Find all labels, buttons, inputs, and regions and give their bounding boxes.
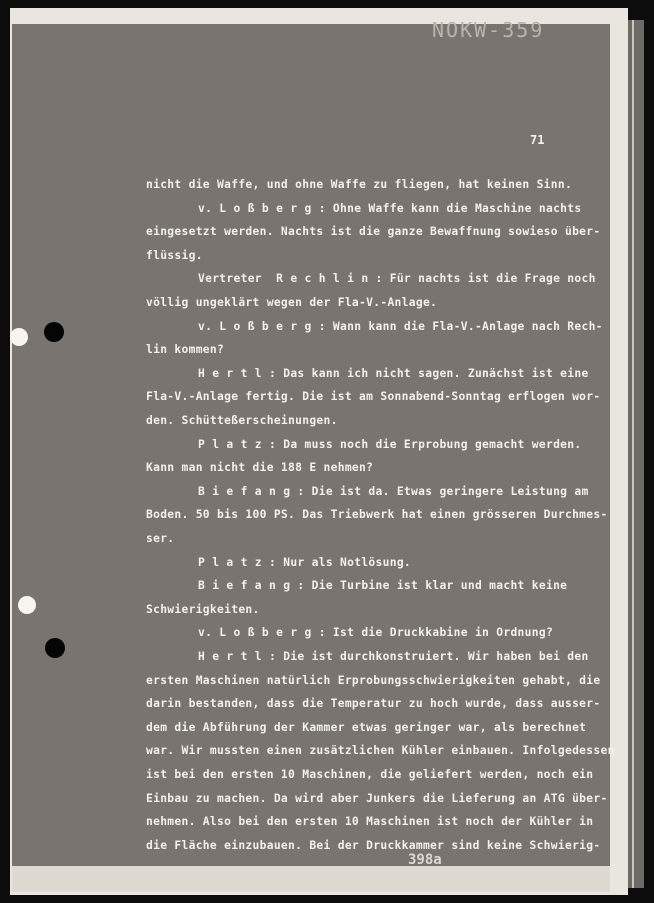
text-line: nehmen. Also bei den ersten 10 Maschinen ist noch der Kühler in (146, 815, 594, 829)
punch-hole (44, 322, 64, 342)
text-line: Vertreter R e c h l i n : Für nachts ist die Frage noch (198, 272, 596, 286)
text-line: war. Wir mussten einen zusätzlichen Kühler einbauen. Infolgedessen (146, 744, 615, 758)
punch-hole (45, 638, 65, 658)
text-line: ser. (146, 532, 175, 545)
text-line: eingesetzt werden. Nachts ist die ganze Bewaffnung sowieso über- (146, 225, 601, 239)
text-line: dem die Abführung der Kammer etwas geringer war, als berechnet (146, 720, 587, 734)
text-line: P l a t z : Da muss noch die Erprobung gemacht werden. (198, 437, 582, 451)
page-number: 71 (530, 133, 545, 147)
text-line: P l a t z : Nur als Notlösung. (198, 555, 412, 569)
text-line: darin bestanden, dass die Temperatur zu hoch wurde, dass ausser- (146, 697, 601, 711)
text-line: den. Schütteßerscheinungen. (146, 414, 338, 427)
text-line: Fla-V.-Anlage fertig. Die ist am Sonnabend-Sonntag erflogen wor- (146, 390, 601, 404)
text-line: Boden. 50 bis 100 PS. Das Triebwerk hat einen grösseren Durchmes- (146, 508, 608, 522)
text-line: H e r t l : Das kann ich nicht sagen. Zunächst ist eine (198, 366, 589, 380)
text-line: B i e f a n g : Die ist da. Etwas geringere Leistung am (198, 484, 589, 498)
punch-hole (18, 596, 36, 614)
page-bottom-margin (12, 866, 610, 892)
text-line: v. L o ß b e r g : Wann kann die Fla-V.-Anlage nach Rech- (198, 319, 603, 333)
text-line: Einbau zu machen. Da wird aber Junkers die Lieferung an ATG über- (146, 791, 608, 805)
page-edge-shadow (628, 20, 644, 888)
text-line: v. L o ß b e r g : Ohne Waffe kann die Maschine nachts (198, 201, 582, 215)
text-line: H e r t l : Die ist durchkonstruiert. Wir haben bei den (198, 650, 589, 663)
page-edge-line (632, 20, 634, 888)
text-line: ersten Maschinen natürlich Erprobungsschwierigkeiten gehabt, die (146, 673, 601, 687)
text-line: die Fläche einzubauen. Bei der Druckkammer sind keine Schwierig- (146, 838, 601, 852)
footer-number: 398a (408, 852, 442, 868)
text-line: lin kommen? (146, 343, 225, 357)
punch-hole (10, 328, 28, 346)
text-line: nicht die Waffe, und ohne Waffe zu fliegen, hat keinen Sinn. (146, 178, 573, 191)
text-line: Kann man nicht die 188 E nehmen? (146, 461, 374, 475)
text-line: völlig ungeklärt wegen der Fla-V.-Anlage. (146, 296, 438, 309)
text-line: flüssig. (146, 248, 203, 262)
text-line: ist bei den ersten 10 Maschinen, die geliefert werden, noch ein (146, 768, 594, 781)
text-line: Schwierigkeiten. (146, 602, 260, 616)
text-line: v. L o ß b e r g : Ist die Druckkabine in Ordnung? (198, 626, 554, 640)
archive-stamp: NOKW-359 (432, 18, 545, 42)
text-line: B i e f a n g : Die Turbine ist klar und macht keine (198, 579, 568, 593)
